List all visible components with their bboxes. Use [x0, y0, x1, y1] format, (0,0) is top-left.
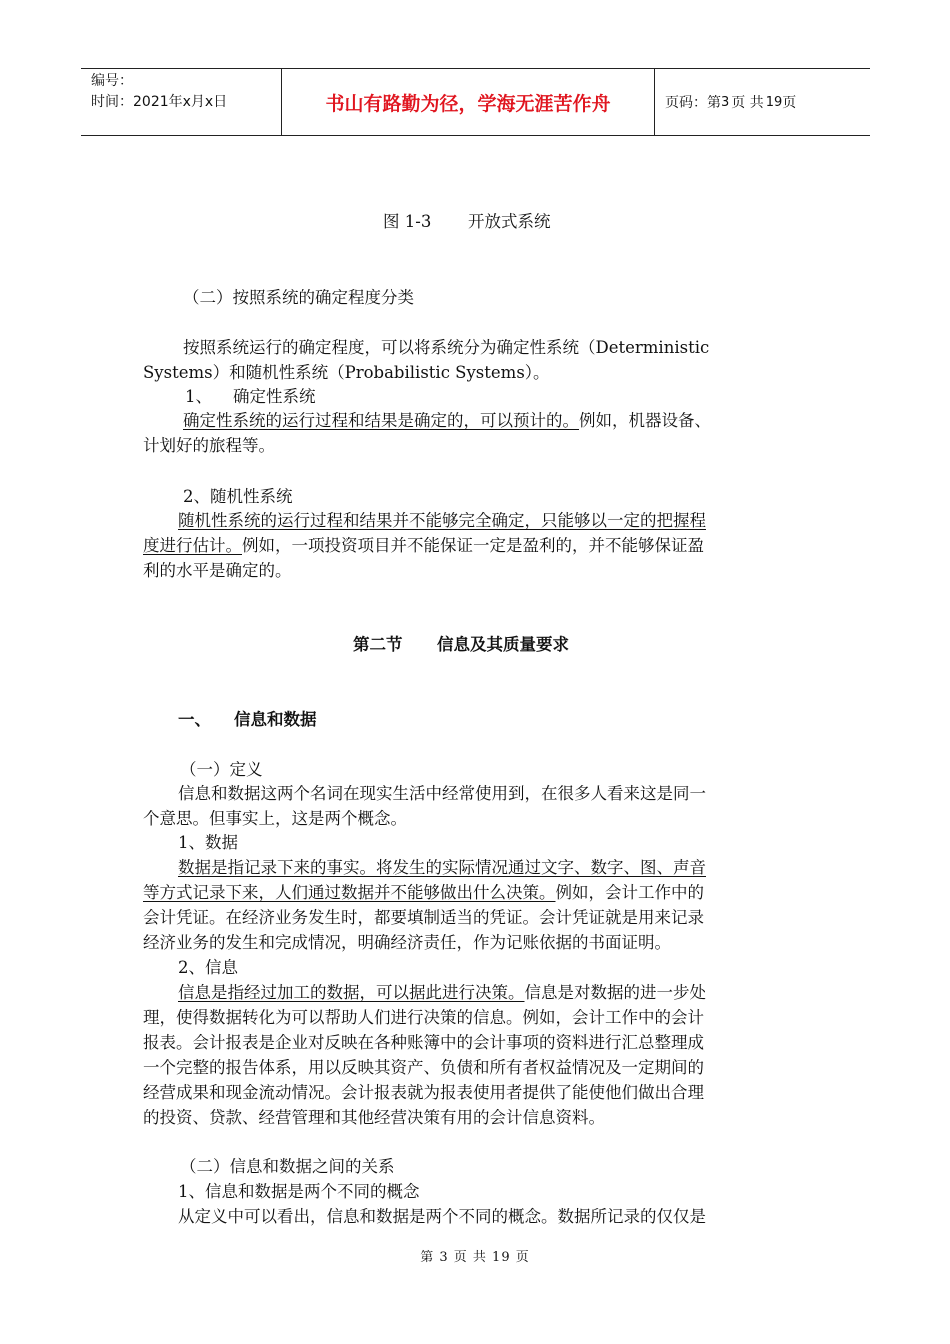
- paragraph-line: [183, 409, 711, 433]
- paragraph-line: 的投资、贷款、经营管理和其他经营决策有用的会计信息资料。: [143, 1108, 605, 1127]
- paragraph-line: Systems）和随机性系统（Probabilistic Systems）。: [143, 363, 550, 382]
- paragraph-line: 经营成果和现金流动情况。会计报表就为报表使用者提供了能使他们做出合理: [143, 1083, 704, 1102]
- section-heading: 第二节 信息及其质量要求: [353, 635, 569, 654]
- text-span: 信息是对数据的进一步处: [524, 983, 706, 1002]
- item-title: 2、信息: [178, 958, 238, 977]
- paragraph-line: 经济业务的发生和完成情况，明确经济责任，作为记账依据的书面证明。: [143, 933, 671, 952]
- header-motto: 书山有路勤为径，学海无涯苦作舟: [282, 69, 655, 135]
- paragraph-line: 一个完整的报告体系，用以反映其资产、负债和所有者权益情况及一定期间的: [143, 1058, 704, 1077]
- text-span: 例如，机器设备、: [579, 411, 711, 430]
- paragraph-line: 计划好的旅程等。: [143, 436, 275, 455]
- underlined-text: 数据是指记录下来的事实。将发生的实际情况通过文字、数字、图、声音: [178, 858, 706, 877]
- item-title: 1、信息和数据是两个不同的概念: [178, 1182, 420, 1201]
- underlined-text: 信息是指经过加工的数据，可以据此进行决策。: [178, 983, 525, 1002]
- paragraph-line: [178, 981, 706, 1005]
- paragraph-line: 会计凭证。在经济业务发生时，都要填制适当的凭证。会计凭证就是用来记录: [143, 908, 704, 927]
- underlined-text: 等方式记录下来，人们通过数据并不能够做出什么决策。: [143, 883, 556, 902]
- section-two-title: （二）按照系统的确定程度分类: [183, 288, 414, 307]
- paragraph-line: 个意思。但事实上，这是两个概念。: [143, 809, 407, 828]
- page-header: [81, 68, 870, 136]
- page-label: 页码：第: [665, 95, 721, 111]
- time-label: 时间：2021年x月x日: [91, 94, 228, 110]
- paragraph-line: [143, 881, 704, 905]
- underlined-text: 随机性系统的运行过程和结果并不能够完全确定，只能够以一定的把握程: [178, 511, 706, 530]
- paragraph-line: 信息和数据这两个名词在现实生活中经常使用到，在很多人看来这是同一: [178, 784, 706, 803]
- figure-caption: 图 1-3 开放式系统: [383, 212, 551, 231]
- subsection-title: （一）定义: [180, 760, 263, 779]
- paragraph-line: [178, 856, 706, 880]
- item-title: 2、随机性系统: [183, 487, 293, 506]
- underlined-text: 确定性系统的运行过程和结果是确定的，可以预计的。: [183, 411, 579, 430]
- underlined-text: 度进行估计。: [143, 536, 242, 555]
- item-title: 1、 确定性系统: [185, 387, 316, 406]
- number-label: 编号：: [91, 73, 133, 89]
- header-page-cell: [655, 69, 870, 135]
- paragraph-line: 利的水平是确定的。: [143, 561, 292, 580]
- paragraph-line: [143, 534, 704, 558]
- subsection-title: （二）信息和数据之间的关系: [180, 1157, 395, 1176]
- part-heading: 一、 信息和数据: [178, 710, 317, 729]
- page-current: 3: [721, 94, 730, 110]
- page-end: 页: [782, 95, 797, 111]
- paragraph-line: 从定义中可以看出，信息和数据是两个不同的概念。数据所记录的仅仅是: [178, 1207, 706, 1226]
- paragraph-line: [178, 509, 706, 533]
- paragraph-line: 理，使得数据转化为可以帮助人们进行决策的信息。例如，会计工作中的会计: [143, 1008, 704, 1027]
- page-mid: 页 共: [731, 95, 764, 111]
- text-span: 例如，一项投资项目并不能保证一定是盈利的，并不能够保证盈: [242, 536, 704, 555]
- header-meta-cell: [81, 69, 282, 135]
- item-title: 1、数据: [178, 833, 238, 852]
- paragraph-line: 报表。会计报表是企业对反映在各种账簿中的会计事项的资料进行汇总整理成: [143, 1033, 704, 1052]
- text-span: 例如，会计工作中的: [555, 883, 704, 902]
- paragraph-line: 按照系统运行的确定程度，可以将系统分为确定性系统（Deterministic: [183, 338, 710, 357]
- page-footer: 第 3 页 共 19 页: [420, 1250, 530, 1265]
- page-total: 19: [765, 94, 783, 110]
